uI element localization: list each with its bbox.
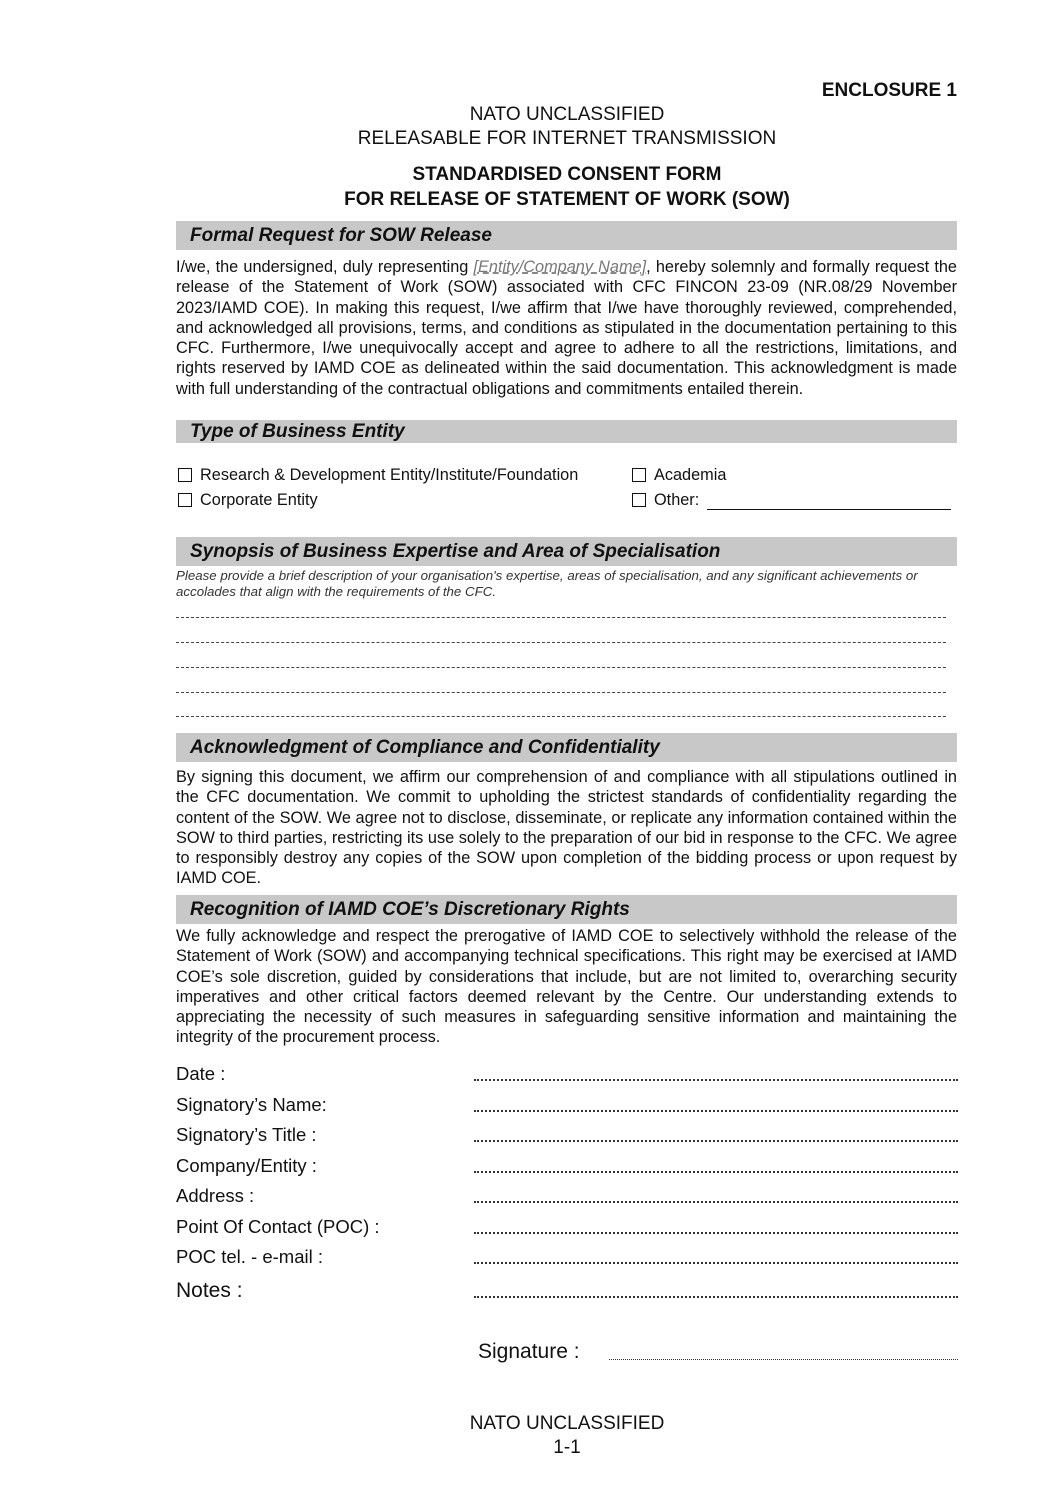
section-heading-compliance: Acknowledgment of Compliance and Confidentiality <box>176 733 957 762</box>
research-entity-checkbox[interactable] <box>178 468 192 482</box>
signatory-name-input[interactable] <box>474 1110 958 1112</box>
option-other[interactable] <box>632 491 699 510</box>
poc-label: Point Of Contact (POC) : <box>176 1216 380 1237</box>
company-input[interactable] <box>474 1171 958 1173</box>
other-label: Other: <box>654 491 700 509</box>
formal-request-paragraph <box>176 257 957 399</box>
poc-contact-label: POC tel. - e-mail : <box>176 1246 323 1267</box>
rights-paragraph: We fully acknowledge and respect the prerogative of IAMD COE to selectively withhold the release of the Statement of Work (SOW) and accompanying technical specifications. This right may be exercised at IAMD COE’s sole discretion, guided by considerations that include, but are not limited to, overarching security imperatives and other critical factors deemed relevant by the Centre. Our understanding extends to appreciating the necessity of such measures in safeguarding sensitive information and maintaining the integrity of the procurement process. <box>176 927 957 1047</box>
synopsis-line-1[interactable] <box>176 617 946 618</box>
signatory-title-label: Signatory’s Title : <box>176 1124 317 1145</box>
academia-checkbox[interactable] <box>632 468 646 482</box>
corporate-entity-label: Corporate Entity <box>200 491 318 509</box>
section-heading-synopsis: Synopsis of Business Expertise and Area of Specialisation <box>176 537 957 566</box>
signatory-name-label: Signatory’s Name: <box>176 1094 327 1115</box>
entity-name-placeholder[interactable]: [Entity/Company Name] <box>473 258 647 276</box>
compliance-paragraph: By signing this document, we affirm our comprehension of and compliance with all stipulations outlined in the CFC documentation. We commit to upholding the strictest standards of confidentiality regarding the content of the SOW. We agree not to disclose, disseminate, or replicate any information contained within the SOW to third parties, restricting its use solely to the preparation of our bid in response to the CFC. We agree to responsibly destroy any copies of the SOW upon completion of the bidding process or upon request by IAMD COE. <box>176 768 957 888</box>
date-input[interactable] <box>474 1079 958 1081</box>
section-heading-formal-request: Formal Request for SOW Release <box>176 221 957 250</box>
page-number: 1-1 <box>553 1437 581 1458</box>
signature-label: Signature : <box>478 1340 580 1363</box>
corporate-entity-checkbox[interactable] <box>178 493 192 507</box>
section-heading-business-entity: Type of Business Entity <box>176 420 957 443</box>
company-label: Company/Entity : <box>176 1155 317 1176</box>
address-label: Address : <box>176 1185 255 1206</box>
classification-footer: NATO UNCLASSIFIED <box>469 1413 665 1434</box>
enclosure-label: ENCLOSURE 1 <box>821 80 957 101</box>
poc-input[interactable] <box>474 1232 958 1234</box>
date-label: Date : <box>176 1063 226 1084</box>
form-title-line1: STANDARDISED CONSENT FORM <box>412 164 722 185</box>
other-checkbox[interactable] <box>632 493 646 507</box>
notes-label: Notes : <box>176 1279 243 1302</box>
synopsis-line-5[interactable] <box>176 716 946 717</box>
formal-request-text-after: , hereby solemnly and formally request the release of the Statement of Work (SOW) associated with CFC FINCON 23-09 (NR.08/29 November 2023/IAMD COE). In making this request, I/we affirm that I/we have thoroughly reviewed, comprehended, and acknowledged all provisions, terms, and conditions as stipulated in the documentation pertaining to this CFC. Furthermore, I/we unequivocally accept and agree to adhere to all the restrictions, limitations, and rights reserved by IAMD COE as delineated within the said documentation. This acknowledgment is made with full understanding of the contractual obligations and commitments entailed therein. <box>176 258 957 398</box>
synopsis-line-3[interactable] <box>176 667 946 668</box>
section-heading-rights: Recognition of IAMD COE’s Discretionary Rights <box>176 895 957 924</box>
releasability-header: RELEASABLE FOR INTERNET TRANSMISSION <box>357 128 777 149</box>
option-academia[interactable] <box>632 466 726 485</box>
option-corporate-entity[interactable] <box>178 491 318 510</box>
synopsis-line-2[interactable] <box>176 642 946 643</box>
option-research-entity[interactable] <box>178 466 578 485</box>
poc-contact-input[interactable] <box>474 1262 958 1264</box>
form-title-line2: FOR RELEASE OF STATEMENT OF WORK (SOW) <box>344 189 790 210</box>
classification-header: NATO UNCLASSIFIED <box>469 104 665 125</box>
signatory-title-input[interactable] <box>474 1140 958 1142</box>
formal-request-text-before: I/we, the undersigned, duly representing <box>176 258 474 276</box>
synopsis-line-4[interactable] <box>176 692 946 693</box>
address-input[interactable] <box>474 1201 958 1203</box>
research-entity-label: Research & Development Entity/Institute/Foundation <box>200 466 579 484</box>
notes-input[interactable] <box>474 1296 958 1298</box>
signature-input[interactable] <box>609 1359 958 1360</box>
academia-label: Academia <box>654 466 727 484</box>
other-specify-line[interactable] <box>707 509 951 510</box>
synopsis-instructions: Please provide a brief description of your organisation's expertise, areas of specialisation, and any significant achievements or accolades that align with the requirements of the CFC. <box>176 568 918 599</box>
